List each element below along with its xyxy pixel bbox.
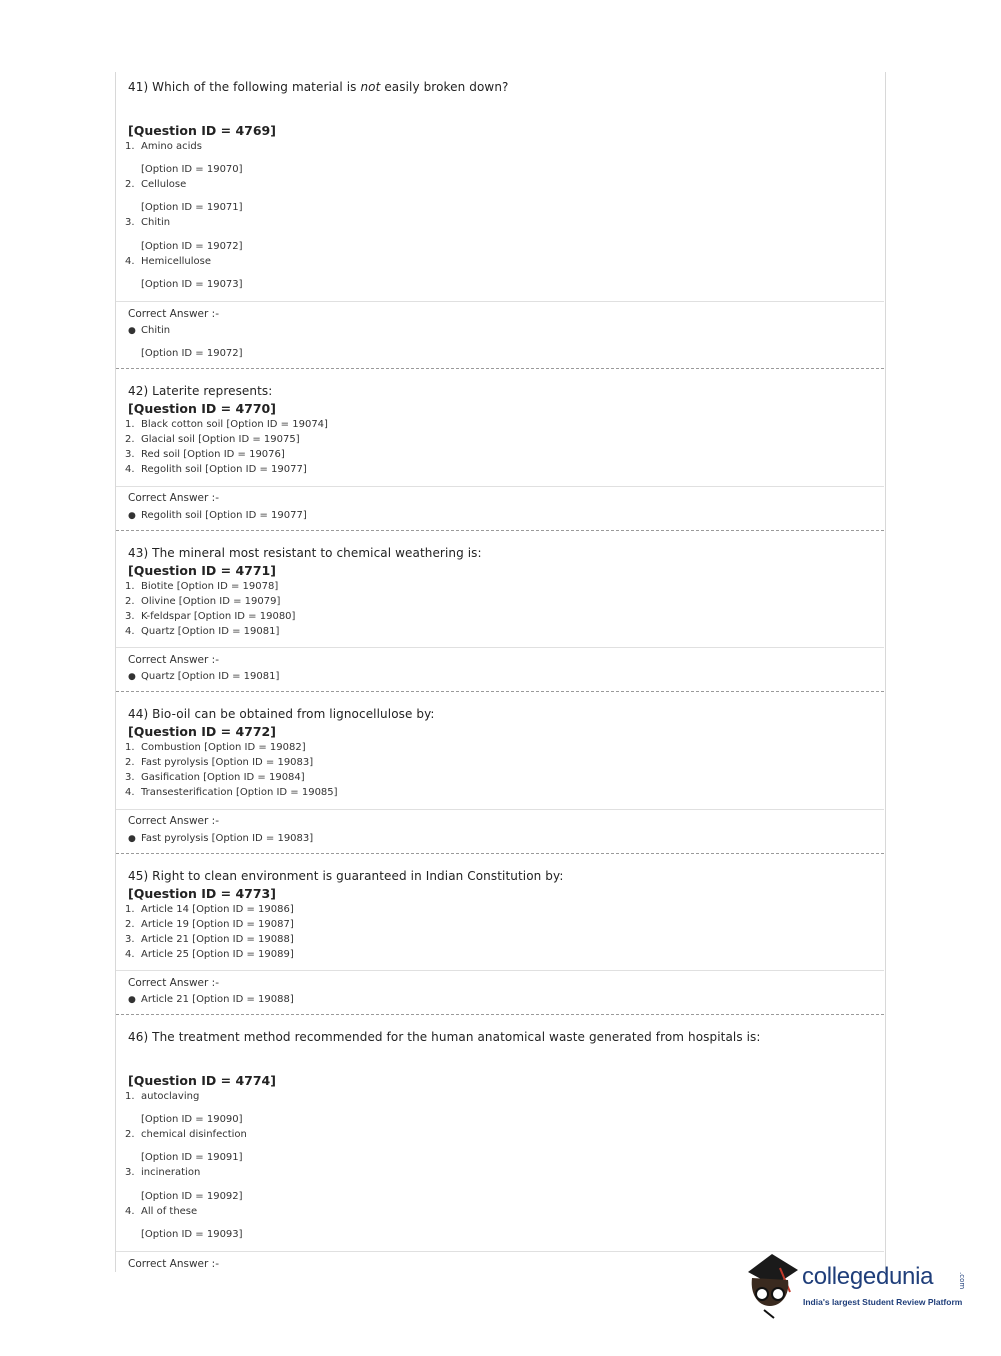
question-41-answer-id: [Option ID = 19072] — [141, 348, 243, 359]
question-42-title: 42) Laterite represents: — [128, 384, 273, 398]
bullet-icon: ● — [128, 511, 136, 521]
question-42-option-3: 3. Red soil [Option ID = 19076] — [125, 449, 285, 460]
question-42-option-1: 1. Black cotton soil [Option ID = 19074] — [125, 419, 328, 430]
question-41-id: [Question ID = 4769] — [128, 123, 276, 138]
question-41-option-3-id: [Option ID = 19072] — [141, 241, 243, 252]
question-43-option-3: 3. K-feldspar [Option ID = 19080] — [125, 611, 296, 622]
question-42-option-2: 2. Glacial soil [Option ID = 19075] — [125, 434, 300, 445]
question-42-answer: ● Regolith soil [Option ID = 19077] — [128, 510, 307, 521]
chin-icon — [764, 1310, 774, 1318]
bullet-icon: ● — [128, 995, 136, 1005]
brand-tagline: India's largest Student Review Platform — [803, 1297, 963, 1307]
question-46-title: 46) The treatment method recommended for the human anatomical waste generated from hospitals is: — [128, 1030, 761, 1044]
divider — [116, 809, 884, 810]
bullet-icon: ● — [128, 672, 136, 682]
question-41-option-4-id: [Option ID = 19073] — [141, 279, 243, 290]
question-44-option-3: 3. Gasification [Option ID = 19084] — [125, 772, 305, 783]
question-separator — [116, 853, 884, 854]
question-46-option-1-id: [Option ID = 19090] — [141, 1114, 243, 1125]
question-43-option-2: 2. Olivine [Option ID = 19079] — [125, 596, 281, 607]
question-42-correct-label: Correct Answer :- — [128, 492, 219, 504]
question-45-title: 45) Right to clean environment is guaranteed in Indian Constitution by: — [128, 869, 564, 883]
question-45-option-3: 3. Article 21 [Option ID = 19088] — [125, 934, 294, 945]
glasses-right-icon — [772, 1288, 784, 1300]
question-46-option-3: 3. incineration — [125, 1167, 201, 1178]
question-41-option-2: 2. Cellulose — [125, 179, 187, 190]
question-43-option-4: 4. Quartz [Option ID = 19081] — [125, 626, 280, 637]
divider — [116, 647, 884, 648]
bullet-icon: ● — [128, 326, 136, 336]
question-42-id: [Question ID = 4770] — [128, 401, 276, 416]
question-41-option-4: 4. Hemicellulose — [125, 256, 211, 267]
question-41-option-1: 1. Amino acids — [125, 141, 202, 152]
divider — [116, 301, 884, 302]
question-41-option-2-id: [Option ID = 19071] — [141, 202, 243, 213]
question-43-correct-label: Correct Answer :- — [128, 654, 219, 666]
question-46-option-4: 4. All of these — [125, 1206, 198, 1217]
question-44-answer: ● Fast pyrolysis [Option ID = 19083] — [128, 833, 314, 844]
question-46-option-2-id: [Option ID = 19091] — [141, 1152, 243, 1163]
question-44-option-1: 1. Combustion [Option ID = 19082] — [125, 742, 306, 753]
divider — [116, 970, 884, 971]
question-45-correct-label: Correct Answer :- — [128, 977, 219, 989]
question-46-option-3-id: [Option ID = 19092] — [141, 1191, 243, 1202]
question-43-answer: ● Quartz [Option ID = 19081] — [128, 671, 280, 682]
question-45-answer: ● Article 21 [Option ID = 19088] — [128, 994, 294, 1005]
question-45-id: [Question ID = 4773] — [128, 886, 276, 901]
question-45-option-2: 2. Article 19 [Option ID = 19087] — [125, 919, 294, 930]
glasses-left-icon — [756, 1288, 768, 1300]
question-separator — [116, 691, 884, 692]
brand-domain: .com — [958, 1272, 966, 1290]
question-44-option-4: 4. Transesterification [Option ID = 19085] — [125, 787, 338, 798]
question-separator — [116, 530, 884, 531]
question-46-option-2: 2. chemical disinfection — [125, 1129, 247, 1140]
question-separator — [116, 368, 884, 369]
question-46-id: [Question ID = 4774] — [128, 1073, 276, 1088]
question-46-option-4-id: [Option ID = 19093] — [141, 1229, 243, 1240]
bullet-icon: ● — [128, 834, 136, 844]
question-43-id: [Question ID = 4771] — [128, 563, 276, 578]
brand-name: collegedunia — [802, 1263, 934, 1290]
question-46-correct-label: Correct Answer :- — [128, 1258, 219, 1270]
question-44-id: [Question ID = 4772] — [128, 724, 276, 739]
question-separator — [116, 1014, 884, 1015]
question-43-option-1: 1. Biotite [Option ID = 19078] — [125, 581, 279, 592]
question-41-title: 41) Which of the following material is not easily broken down? — [128, 80, 509, 94]
question-41-option-3: 3. Chitin — [125, 217, 171, 228]
question-42-option-4: 4. Regolith soil [Option ID = 19077] — [125, 464, 307, 475]
question-45-option-4: 4. Article 25 [Option ID = 19089] — [125, 949, 294, 960]
question-41-correct-label: Correct Answer :- — [128, 308, 219, 320]
question-45-option-1: 1. Article 14 [Option ID = 19086] — [125, 904, 294, 915]
divider — [116, 486, 884, 487]
question-44-correct-label: Correct Answer :- — [128, 815, 219, 827]
question-46-option-1: 1. autoclaving — [125, 1091, 200, 1102]
question-41-answer: ● Chitin — [128, 325, 171, 336]
question-44-title: 44) Bio-oil can be obtained from lignocellulose by: — [128, 707, 435, 721]
question-44-option-2: 2. Fast pyrolysis [Option ID = 19083] — [125, 757, 314, 768]
question-43-title: 43) The mineral most resistant to chemical weathering is: — [128, 546, 482, 560]
question-41-option-1-id: [Option ID = 19070] — [141, 164, 243, 175]
